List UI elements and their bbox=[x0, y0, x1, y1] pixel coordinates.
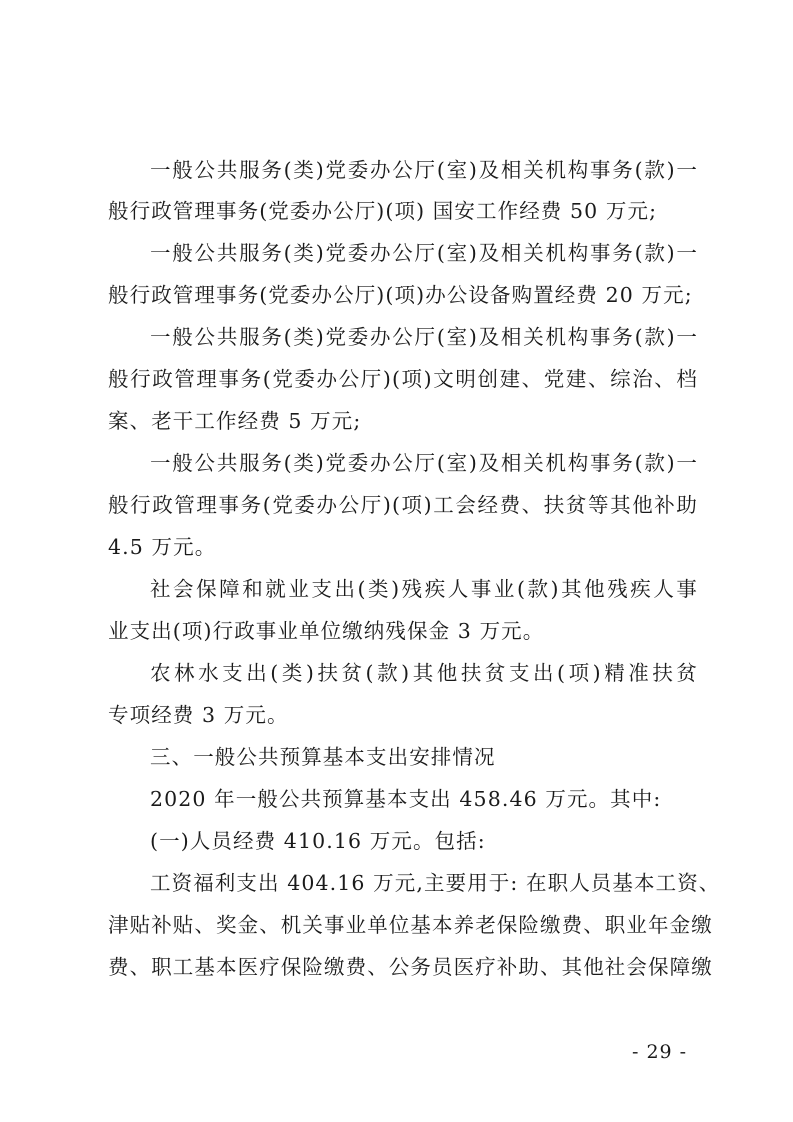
paragraph-line: 一般公共服务(类)党委办公厅(室)及相关机构事务(款)一 bbox=[150, 325, 698, 349]
paragraph-line: 津贴补贴、奖金、机关事业单位基本养老保险缴费、职业年金缴 bbox=[108, 913, 713, 937]
section-heading: 三、一般公共预算基本支出安排情况 bbox=[150, 745, 496, 769]
paragraph-line: 农林水支出(类)扶贫(款)其他扶贫支出(项)精准扶贫 bbox=[150, 661, 698, 685]
paragraph-line: 4.5 万元。 bbox=[108, 535, 217, 559]
paragraph-line: 般行政管理事务(党委办公厅)(项)文明创建、党建、综治、档 bbox=[108, 367, 698, 391]
paragraph-line: 2020 年一般公共预算基本支出 458.46 万元。其中: bbox=[150, 787, 662, 811]
paragraph-line: 一般公共服务(类)党委办公厅(室)及相关机构事务(款)一 bbox=[150, 158, 698, 182]
paragraph-line: 般行政管理事务(党委办公厅)(项)工会经费、扶贫等其他补助 bbox=[108, 493, 698, 517]
paragraph-line: 案、老干工作经费 5 万元; bbox=[108, 409, 362, 433]
paragraph-line: 一般公共服务(类)党委办公厅(室)及相关机构事务(款)一 bbox=[150, 241, 698, 265]
paragraph-line: 般行政管理事务(党委办公厅)(项)办公设备购置经费 20 万元; bbox=[108, 283, 693, 307]
paragraph-line: 一般公共服务(类)党委办公厅(室)及相关机构事务(款)一 bbox=[150, 451, 698, 475]
paragraph-line: 业支出(项)行政事业单位缴纳残保金 3 万元。 bbox=[108, 619, 545, 643]
paragraph-line: (一)人员经费 410.16 万元。包括: bbox=[150, 829, 486, 853]
paragraph-line: 般行政管理事务(党委办公厅)(项) 国安工作经费 50 万元; bbox=[108, 199, 658, 223]
paragraph-line: 社会保障和就业支出(类)残疾人事业(款)其他残疾人事 bbox=[150, 577, 698, 601]
paragraph-line: 工资福利支出 404.16 万元,主要用于: 在职人员基本工资、 bbox=[150, 871, 721, 895]
paragraph-line: 专项经费 3 万元。 bbox=[108, 703, 289, 727]
paragraph-line: 费、职工基本医疗保险缴费、公务员医疗补助、其他社会保障缴 bbox=[108, 955, 713, 979]
page-number: - 29 - bbox=[632, 1041, 688, 1063]
